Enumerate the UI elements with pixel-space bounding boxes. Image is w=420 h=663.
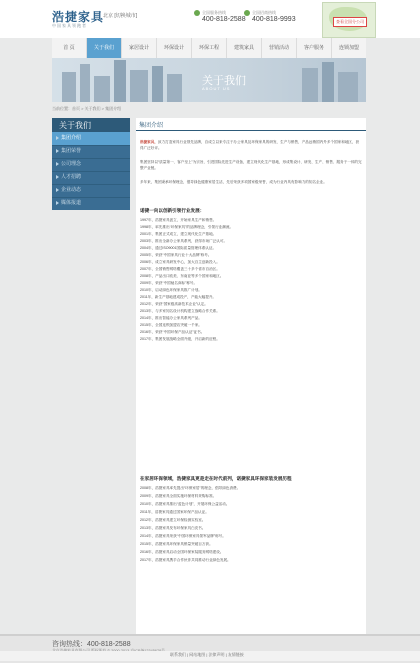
intro-text: 多年来，集团秉承环保理念，倡导绿色健康家居生活，先后荣获多项国家级荣誉，成为行业内具有影响力的知名企业。: [140, 180, 327, 184]
intro-paragraph: [140, 180, 362, 186]
nav-marketing[interactable]: 营销活动: [262, 38, 297, 58]
phone-icon: [244, 10, 250, 16]
history-line: 2004年，通过ISO9001国际质量管理体系认证。: [140, 246, 217, 250]
sidebar-item-recruitment[interactable]: [52, 171, 130, 185]
history-line: 2015年，全国连锁加盟店突破一千家。: [140, 323, 202, 327]
sidebar-item-label: 媒体报道: [61, 200, 82, 206]
sidebar-item-label: 集团荣誉: [61, 148, 82, 154]
banner-building: [130, 70, 148, 102]
history-line: 2011年，新生产基地建成投产，产能大幅提升。: [140, 295, 217, 299]
business-hotline-label: 全国招商热线: [252, 10, 276, 15]
banner-title: 关于我们: [202, 75, 246, 87]
footer-links-bar: [0, 651, 420, 661]
history-line: 2014年，推出智能办公家具系列产品。: [140, 316, 202, 320]
history-line: 2013年，浩捷家具发布环保家具白皮书。: [140, 526, 206, 530]
banner-building: [62, 72, 76, 102]
history-line: 1998年，率先推出“环保家具”的品牌理念，引领行业潮流。: [140, 225, 234, 229]
logo-text: 浩捷家具: [52, 10, 105, 24]
history-line: 2016年，荣获“中国环保产品认证”证书。: [140, 330, 205, 334]
banner-building: [167, 74, 182, 102]
footer-links[interactable]: 联系我们 | 网站地图 | 法律声明 | 友情链接: [170, 652, 244, 657]
banner-subtitle: ABOUT US: [202, 86, 231, 91]
nav-about[interactable]: 关于我们: [87, 38, 122, 58]
sidebar-item-group-intro[interactable]: [52, 132, 130, 146]
banner-building: [302, 68, 318, 102]
breadcrumb: 当前位置：首页 > 关于我们 > 集团介绍: [52, 106, 122, 111]
logo-slogan: 中国家具领跑者: [52, 23, 87, 28]
history-line: 2008年，浩捷家具率先提出“环保家居”的理念，倡导绿色消费。: [140, 486, 241, 490]
nav-eco-design[interactable]: 环保设计: [157, 38, 192, 58]
page-title: 集团介绍: [139, 123, 164, 129]
banner-building: [322, 62, 334, 102]
sidebar-item-label: 集团介绍: [61, 135, 82, 141]
phone-icon: [194, 10, 200, 16]
history-line: 2012年，浩捷家具建立环保检测实验室。: [140, 518, 206, 522]
site-header: [0, 0, 420, 38]
arrow-right-icon: [56, 162, 59, 166]
history-line: 2015年，浩捷家具环保家具销量突破百万套。: [140, 542, 213, 546]
intro-text: 集团坚持以“质量第一、客户至上”为宗旨，引进国际先进生产设备，建立现代化生产基地，形成集设计、研发、生产、销售、服务于一体的完整产业链。: [140, 160, 362, 170]
main-content: [136, 118, 366, 634]
arrow-right-icon: [56, 136, 59, 140]
service-hotline-label: 全国服务热线: [202, 10, 226, 15]
history-line: 2014年，浩捷家具荣获“中国环保家具领军品牌”称号。: [140, 534, 226, 538]
history-line: 2013年，与多家知名设计机构建立战略合作关系。: [140, 309, 220, 313]
banner-building: [94, 76, 110, 102]
china-map[interactable]: [322, 2, 376, 38]
intro-text: 致力打造家具行业领先品牌，自成立以来专注于办公家具及环保家具的研发、生产与销售，产品远销国内外多个国家和地区，获得广泛好评。: [140, 140, 360, 150]
sidebar-item-philosophy[interactable]: [52, 158, 130, 172]
history-line: 2009年，浩捷家具全面实施环保材料采购标准。: [140, 494, 217, 498]
page-banner: [52, 58, 366, 102]
history-line: 2003年，推出全新办公家具系列，获得市场广泛认可。: [140, 239, 228, 243]
history-line: 2017年，浩捷家具携手合作伙伴共同推动行业绿色发展。: [140, 558, 231, 562]
nav-home-design[interactable]: 家居设计: [122, 38, 157, 58]
intro-paragraph: [140, 140, 362, 152]
nav-home[interactable]: 首 页: [52, 38, 87, 58]
arrow-right-icon: [56, 201, 59, 205]
sidebar-item-label: 公司理念: [61, 161, 82, 167]
sidebar-list: [52, 132, 130, 210]
history-line: 2007年，全国销售网络覆盖三十多个省市自治区。: [140, 267, 220, 271]
history-line: 2011年，浩捷家具通过国家环保产品认证。: [140, 510, 209, 514]
sidebar-item-news[interactable]: [52, 184, 130, 198]
sidebar-header: [52, 118, 130, 132]
banner-building: [114, 60, 126, 102]
intro-paragraph: [140, 160, 362, 172]
history-line: 2010年，启动绿色环保家具推广计划。: [140, 288, 202, 292]
section-heading: 在家居环保领域，浩捷家具更是走在时代前列，诺捷家具环保家装发展历程: [140, 476, 292, 481]
content-header: [136, 118, 366, 131]
arrow-right-icon: [56, 149, 59, 153]
business-hotline-number: 400-818-9993: [252, 16, 296, 23]
brand-name: 浩捷家具，: [140, 140, 158, 144]
footer-hotline: 咨询热线：400-818-2588: [52, 641, 131, 648]
history-line: 2017年，集团发展战略全面升级，开启新的征程。: [140, 337, 220, 341]
sidebar-title: 关于我们: [59, 121, 91, 130]
arrow-right-icon: [56, 175, 59, 179]
arrow-right-icon: [56, 188, 59, 192]
history-line: 2010年，浩捷家具推出“蓝色计划”，开展环保公益活动。: [140, 502, 230, 506]
banner-building: [338, 72, 358, 102]
sidebar-item-media[interactable]: [52, 197, 130, 210]
history-line: 2006年，成立家具研发中心，加大自主创新投入。: [140, 260, 220, 264]
history-line: 2001年，集团正式成立，建立现代化生产基地。: [140, 232, 217, 236]
history-line: 1997年，浩捷家具创立，开始家具生产和销售。: [140, 218, 217, 222]
banner-building: [80, 64, 90, 102]
nav-franchise[interactable]: 连锁加盟: [338, 45, 359, 51]
history-line: 2008年，产品出口欧美、东南亚等多个国家和地区。: [140, 274, 224, 278]
service-hotline-number: 400-818-2588: [202, 16, 246, 23]
history-line: 2016年，浩捷家具启动全国环保家装服务网络建设。: [140, 550, 224, 554]
history-line: 2012年，荣获“国家级高新技术企业”认定。: [140, 302, 208, 306]
main-nav: [52, 38, 366, 59]
history-line: 2009年，荣获“中国驰名商标”称号。: [140, 281, 198, 285]
section-heading: 诺捷一向以创新引领行业发展：: [140, 208, 205, 213]
history-line: 2005年，荣获“中国家具行业十大品牌”称号。: [140, 253, 212, 257]
sidebar-item-label: 企业动态: [61, 187, 82, 193]
branch-map-button[interactable]: 查看全国分公司: [333, 17, 367, 27]
sidebar-item-label: 人才招聘: [61, 174, 82, 180]
sidebar-item-honors[interactable]: [52, 145, 130, 159]
nav-eco-engineering[interactable]: 环保工程: [192, 38, 227, 58]
nav-customer-service[interactable]: 客户服务: [297, 38, 332, 58]
banner-building: [152, 66, 163, 102]
nav-building-furniture[interactable]: 建筑家具: [227, 38, 262, 58]
city-switch[interactable]: 北京 [切换城市]: [103, 13, 138, 19]
